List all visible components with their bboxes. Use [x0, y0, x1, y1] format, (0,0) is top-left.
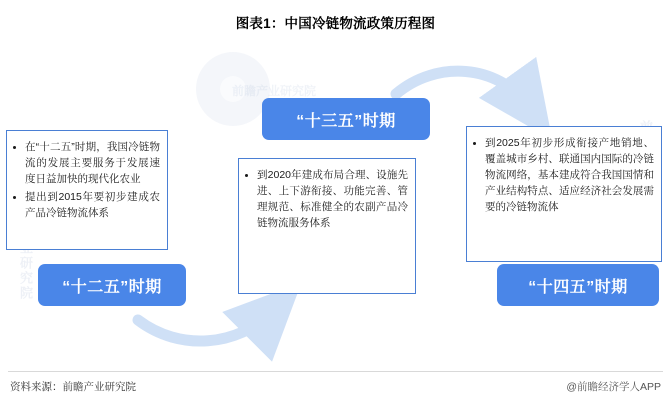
brand-text: @前瞻经济学人APP — [566, 381, 661, 393]
period-chip-twelve-five[interactable]: “十二五”时期 — [38, 264, 186, 306]
watermark-center-top: 前瞻产业研究院 — [232, 84, 317, 98]
footer-divider — [8, 371, 663, 372]
bullet-item: • 在“十二五”时期，我国冷链物流的发展主要服务于发展速度日益加快的现代化农业 — [25, 139, 160, 187]
period-chip-fourteen-five[interactable]: “十四五”时期 — [497, 264, 659, 306]
arrow-twelve-to-thirteen — [138, 312, 272, 341]
source-text: 资料来源：前瞻产业研究院 — [10, 381, 136, 393]
period-panel-fourteen-five — [466, 126, 662, 262]
watermark-logo-circle — [196, 52, 270, 126]
period-panel-thirteen-five — [238, 158, 416, 294]
bullet-item: • 提出到2015年要初步建成农产品冷链物流体系 — [25, 189, 160, 221]
bullet-item: • 到2025年初步形成衔接产地销地、覆盖城市乡村、联通国内国际的冷链物流网络，基本建成符合我国国情和产业结构特点、适应经济社会发展需要的冷链物流体 — [485, 135, 654, 215]
bullet-item: • 到2020年建成布局合理、设施先进、上下游衔接、功能完善、管理规范、标准健全的农副产品冷链物流服务体系 — [257, 167, 408, 231]
page-title: 图表1：中国冷链物流政策历程图 — [235, 16, 436, 31]
period-panel-twelve-five — [6, 130, 168, 250]
period-chip-thirteen-five[interactable]: “十三五”时期 — [262, 98, 430, 140]
